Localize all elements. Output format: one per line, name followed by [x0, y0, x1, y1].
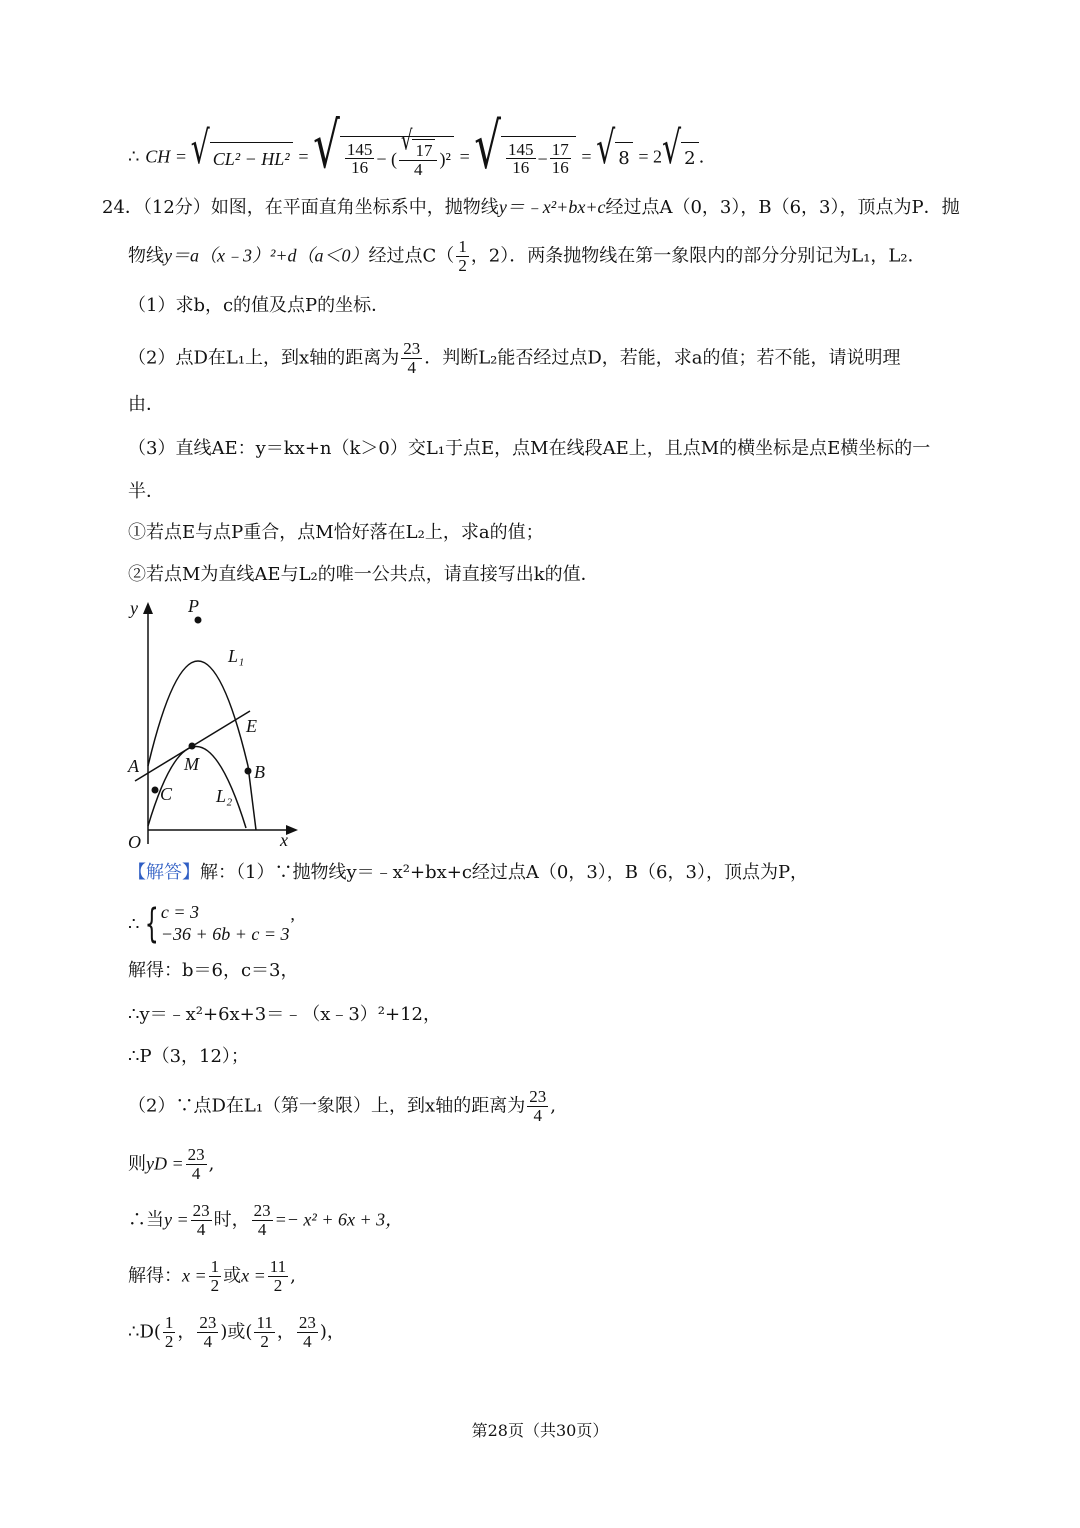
problem-part2-cont: 由． [128, 394, 164, 415]
label-M: M [184, 754, 199, 774]
answer-line6: （2）∵点D在L₁（第一象限）上，到x轴的距离为 $\frac{23}{4}$ , [128, 1087, 556, 1125]
y-axis-arrow [143, 602, 153, 614]
problem-24-line1: 24．（12分）如图，在平面直角坐标系中，抛物线y＝﹣x²+bx+c经过点A（0，3），B（6，3），顶点为P．抛 [102, 197, 960, 218]
sqrt-cl-hl: √ CL² − HL² [191, 142, 293, 172]
point-M [189, 743, 196, 750]
therefore-symbol: ∴ [128, 146, 140, 167]
page-footer: 第28页（共30页） [471, 1421, 609, 1440]
sqrt-expression-1: √ $\frac{145}{16}$ − ( √ 17 4 )² [313, 136, 454, 179]
answer-line10: ∴D( $\frac{1}{2}$ ， $\frac{23}{4}$ )或( $\frac{11}{2}$ ， $\frac{23}{4}$ )， [128, 1313, 345, 1351]
answer-line1: 【解答】解：（1）∵抛物线y＝﹣x²+bx+c经过点A（0，3），B（6，3），顶点为P， [128, 862, 809, 883]
point-P [195, 617, 202, 624]
answer-line8: ∴当y = $\frac{23}{4}$ 时， $\frac{23}{4}$ =− x² + 6x + 3， [128, 1201, 404, 1239]
sqrt-8: √ 8 [596, 142, 633, 172]
label-E: E [246, 716, 257, 736]
label-L2: L₂ [216, 786, 233, 806]
problem-sub2: ②若点M为直线AE与L₂的唯一公共点，请直接写出k的值． [128, 564, 599, 585]
formula-ch: ∴ CH = √ CL² − HL² = √ $\frac{145}{16}$ − ( √ 17 4 )² = √ $\frac{145}{16}$ − $\frac{17}{16}$ = √ 8 = 2 √ 2 . [128, 108, 705, 183]
answer-line5: ∴P（3，12）； [128, 1046, 249, 1067]
label-C: C [160, 784, 173, 804]
label-P: P [188, 596, 199, 616]
problem-part3: （3）直线AE：y＝kx+n（k＞0）交L₁于点E，点M在线段AE上，且点M的横坐标是点E横坐标的一 [128, 438, 931, 459]
problem-sub1: ①若点E与点P重合，点M恰好落在L₂上，求a的值； [128, 522, 544, 543]
problem-24-line2: 物线y＝a（x﹣3）²+d（a＜0）经过点C（ $\frac{1}{2}$ ，2）．两条抛物线在第一象限内的部分分别记为L₁，L₂． [128, 237, 926, 275]
label-B: B [254, 762, 265, 782]
problem-part2: （2）点D在L₁上，到x轴的距离为 $\frac{23}{4}$ ．判断L₂能否经过点D，若能，求a的值；若不能，请说明理 [128, 339, 901, 377]
label-y: y [130, 598, 138, 618]
answer-system: ∴ { c = 3 −36 + 6b + c = 3 ’ [128, 900, 296, 947]
point-C [152, 787, 159, 794]
parabola-figure [120, 596, 310, 852]
sqrt-2: √ 2 [662, 142, 699, 172]
point-B [245, 768, 252, 775]
answer-tag: 【解答】 [128, 862, 200, 883]
answer-line3: 解得：b＝6，c＝3， [128, 960, 299, 981]
label-O: O [128, 832, 141, 852]
sqrt-expression-2: √ $\frac{145}{16}$ − $\frac{17}{16}$ [474, 136, 575, 178]
label-A: A [128, 756, 139, 776]
label-L1: L₁ [228, 646, 245, 666]
answer-line9: 解得：x = $\frac{1}{2}$ 或x = $\frac{11}{2}$ , [128, 1257, 296, 1295]
label-x: x [280, 830, 288, 850]
problem-part3-cont: 半． [128, 481, 164, 502]
answer-line4: ∴y＝﹣x²+6x+3＝﹣（x﹣3）²+12， [128, 1004, 442, 1025]
problem-part1: （1）求b，c的值及点P的坐标． [128, 295, 390, 316]
curve-L1 [148, 661, 256, 830]
answer-line7: 则yD = $\frac{23}{4}$ , [128, 1145, 215, 1183]
formula-lhs: CH [145, 146, 171, 167]
